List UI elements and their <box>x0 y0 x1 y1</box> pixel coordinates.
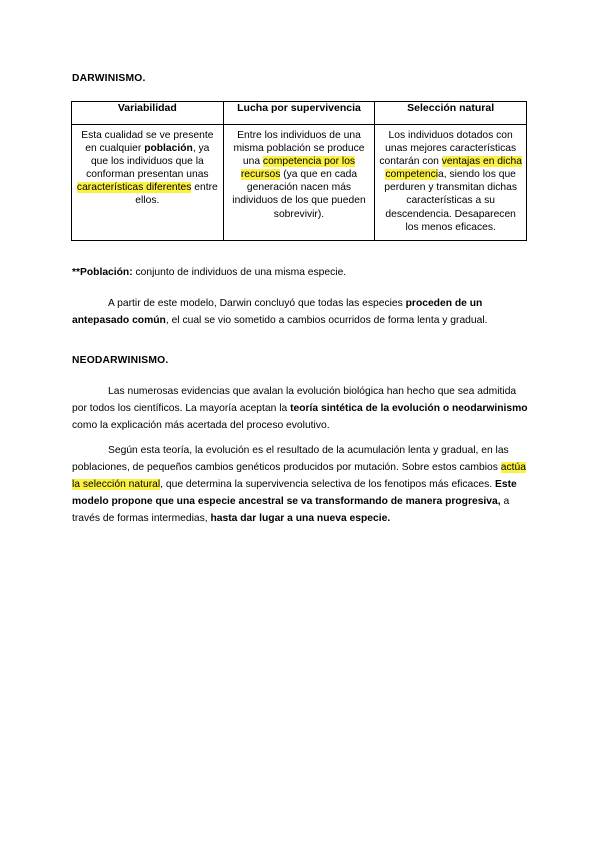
bold-teoria-sintetica: teoría sintética de la evolución o neodarwinismo <box>290 403 528 414</box>
cell-variabilidad <box>72 125 224 241</box>
cell-text: Entre los individuos de una misma población se produce una <box>233 130 365 168</box>
header-lucha: Lucha por supervivencia <box>223 102 375 125</box>
bold-nueva-especie: hasta dar lugar a una nueva especie. <box>210 513 391 524</box>
footnote-term: **Población: <box>72 267 133 278</box>
cell-text: Los individuos dotados con unas mejores características contarán con <box>379 130 517 168</box>
cell-text: , ya que los individuos que la conforman presentan unas <box>86 143 210 181</box>
header-seleccion: Selección natural <box>375 102 527 125</box>
paragraph-text: a través de formas intermedias, <box>72 496 510 524</box>
highlight-competencia: competencia por los recursos <box>240 156 356 181</box>
table-row <box>72 125 527 241</box>
paragraph-text: , el cual se vio sometido a cambios ocurridos de forma lenta y gradual. <box>165 315 488 326</box>
cell-text: (ya que en cada generación nacen más individuos de los que pueden sobrevivir). <box>232 169 366 220</box>
footnote-poblacion <box>72 264 528 281</box>
paragraph-text: Las numerosas evidencias que avalan la evolución biológica han hecho que sea admitida por todos los científicos. La mayoría aceptan la <box>72 386 517 414</box>
bold-antepasado: proceden de un antepasado común <box>72 298 483 326</box>
paragraph-text: Según esta teoría, la evolución es el resultado de la acumulación lenta y gradual, en las poblaciones, de pequeños cambios genéticos producidos por mutación. Sobre estos cambios <box>72 445 509 473</box>
highlight-caracteristicas: características diferentes <box>76 182 192 194</box>
cell-bold-poblacion: población <box>144 143 193 155</box>
darwinismo-paragraph <box>72 295 528 329</box>
bold-modelo: Este modelo propone que una especie ancestral se va transformando de manera progresiva, <box>72 479 517 507</box>
darwinismo-heading: DARWINISMO. <box>72 73 146 84</box>
footnote-text: conjunto de individuos de una misma especie. <box>132 267 347 278</box>
cell-seleccion <box>375 125 527 241</box>
paragraph-text: A partir de este modelo, Darwin concluyó que todas las especies <box>108 298 406 309</box>
cell-lucha <box>223 125 375 241</box>
header-variabilidad: Variabilidad <box>72 102 224 125</box>
neodarwinismo-paragraph-1 <box>72 383 528 434</box>
darwinismo-table <box>71 101 527 241</box>
highlight-seleccion-natural: actúa la selección natural <box>72 462 526 490</box>
highlight-ventajas: ventajas en dicha competenci <box>385 156 522 181</box>
neodarwinismo-paragraph-2 <box>72 442 528 527</box>
cell-text: a, siendo los que perduren y transmitan dichas características a su descendencia. Desaparecen los menos eficaces. <box>384 169 518 233</box>
cell-text: entre ellos. <box>135 182 218 207</box>
table-header-row <box>72 102 527 125</box>
paragraph-text: , que determina la supervivencia selectiva de los fenotipos más eficaces. <box>160 479 495 490</box>
cell-text: Esta cualidad se ve presente en cualquier <box>81 130 214 155</box>
neodarwinismo-heading: NEODARWINISMO. <box>72 355 169 366</box>
paragraph-text: como la explicación más acertada del proceso evolutivo. <box>72 420 330 431</box>
